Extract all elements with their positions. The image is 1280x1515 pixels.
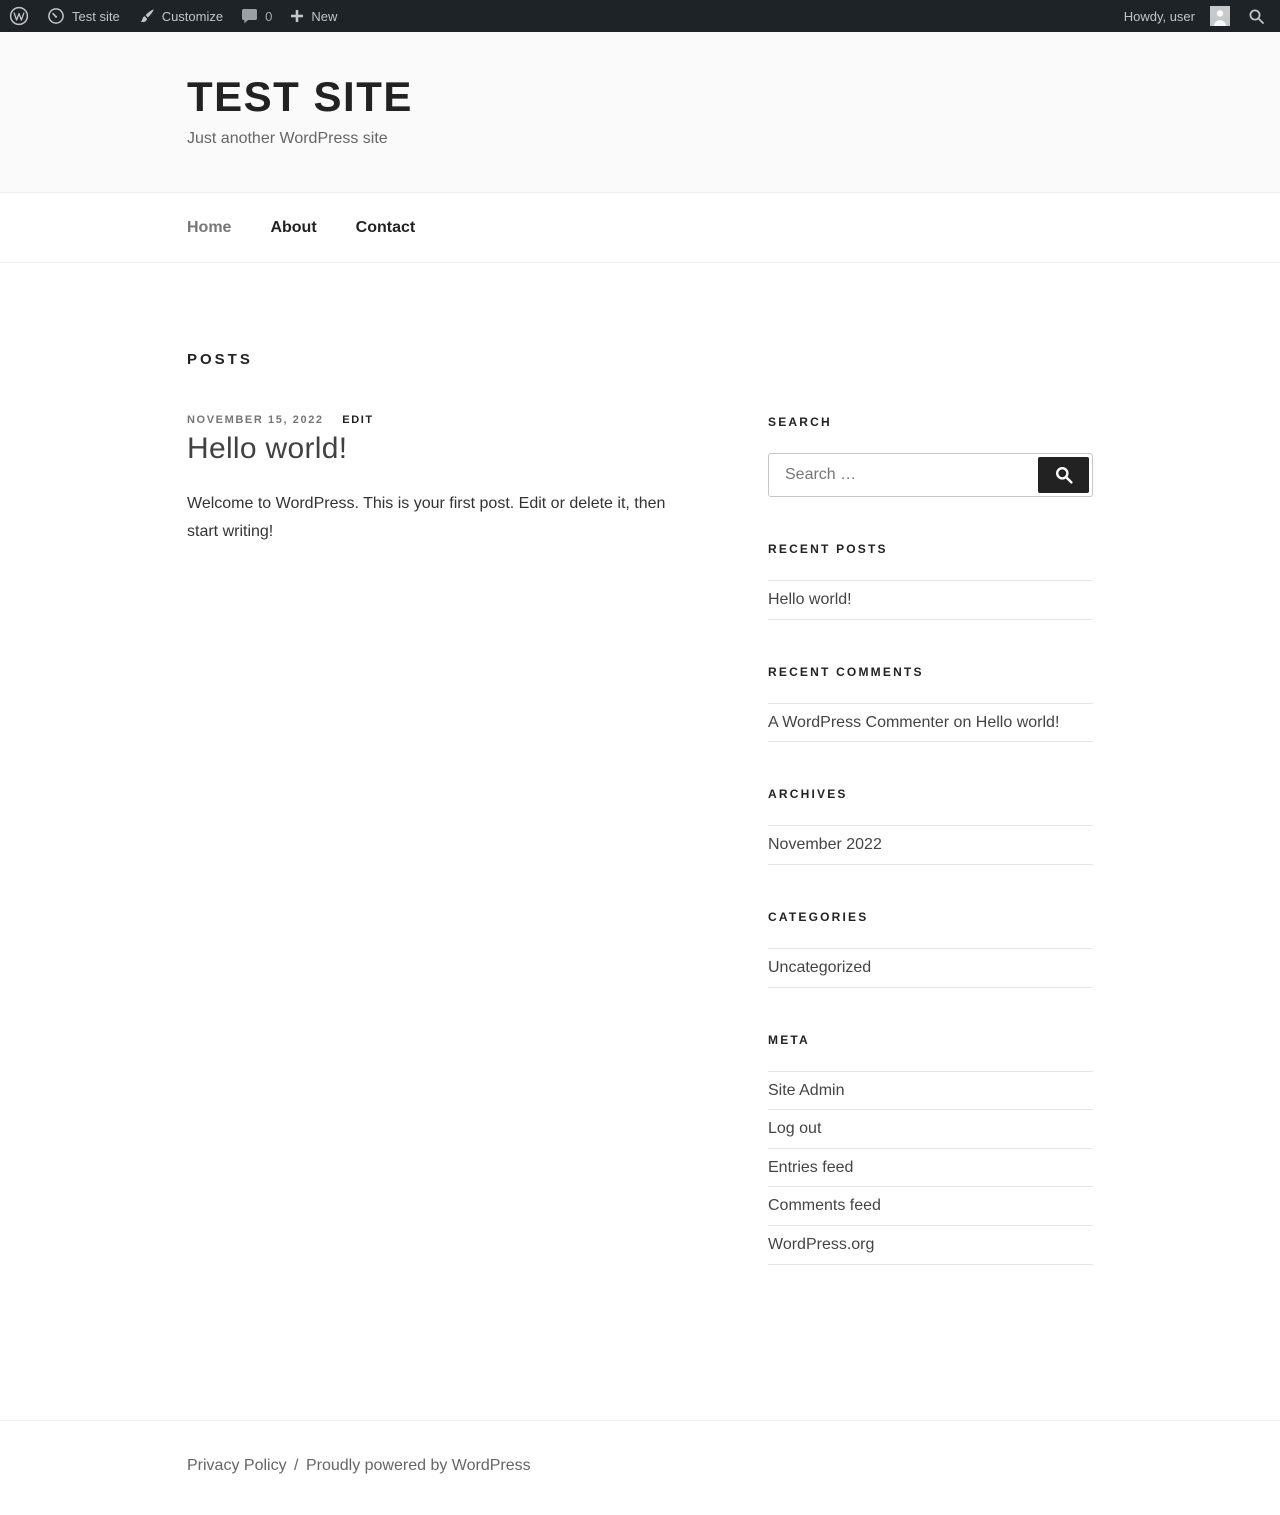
- meta-entries-feed-link[interactable]: Entries feed: [768, 1158, 854, 1176]
- admin-bar-left: [0, 0, 346, 32]
- post-date[interactable]: NOVEMBER 15, 2022: [187, 414, 324, 427]
- privacy-policy-link[interactable]: Privacy Policy: [187, 1456, 287, 1474]
- main-navigation: [0, 193, 1280, 263]
- customize-menu[interactable]: [129, 0, 232, 32]
- site-name-label: Test site: [72, 8, 120, 24]
- search-widget: [768, 415, 1093, 497]
- nav-item-about[interactable]: About: [270, 218, 317, 236]
- meta-title: META: [768, 1032, 810, 1047]
- list-item: [768, 704, 1093, 743]
- page-title: POSTS: [187, 351, 253, 369]
- category-link[interactable]: Uncategorized: [768, 958, 872, 976]
- dashboard-icon: [47, 7, 65, 25]
- new-label: New: [311, 8, 338, 24]
- adminbar-search-icon[interactable]: [1239, 0, 1274, 32]
- nav-item-contact[interactable]: Contact: [355, 218, 416, 236]
- search-icon: [1053, 464, 1075, 486]
- site-footer: [0, 1420, 1280, 1515]
- comment-count: 0: [265, 8, 273, 24]
- site-title[interactable]: TEST SITE: [187, 73, 413, 120]
- site-tagline: Just another WordPress site: [187, 130, 388, 148]
- comment-connector: on: [953, 713, 972, 731]
- comments-menu[interactable]: [232, 0, 281, 32]
- footer-separator: /: [294, 1456, 299, 1474]
- site-name-menu[interactable]: [38, 0, 129, 32]
- meta-widget: [768, 1033, 1093, 1265]
- main-content-area: [187, 263, 1093, 1309]
- list-item: [768, 826, 1093, 865]
- archive-link[interactable]: November 2022: [768, 836, 882, 854]
- new-menu[interactable]: [281, 0, 346, 32]
- howdy-label: Howdy, user: [1123, 8, 1195, 24]
- search-widget-title: SEARCH: [768, 415, 832, 430]
- admin-bar: [0, 0, 1280, 32]
- categories-title: CATEGORIES: [768, 909, 869, 924]
- nav-item-home[interactable]: Home: [187, 218, 232, 236]
- recent-post-link[interactable]: Hello world!: [768, 591, 852, 609]
- list-item: [768, 1149, 1093, 1188]
- list-item: [768, 949, 1093, 988]
- post-title-link[interactable]: Hello world!: [187, 432, 348, 466]
- admin-bar-right: [1115, 0, 1280, 32]
- entry-meta: [187, 414, 700, 426]
- list-item: [768, 1226, 1093, 1265]
- comment-bubble-icon: [241, 8, 258, 24]
- meta-comments-feed-link[interactable]: Comments feed: [768, 1197, 881, 1215]
- search-submit-button[interactable]: [1038, 457, 1089, 493]
- search-form: [768, 453, 1093, 497]
- post-article: [187, 414, 700, 545]
- comment-post-link[interactable]: Hello world!: [975, 713, 1060, 731]
- customize-label: Customize: [161, 8, 224, 24]
- list-item: [768, 1187, 1093, 1226]
- post-body: Welcome to WordPress. This is your first post. Edit or delete it, then start writing!: [187, 495, 666, 540]
- recent-posts-title: RECENT POSTS: [768, 542, 888, 557]
- list-item: [768, 1110, 1093, 1149]
- meta-log-out-link[interactable]: Log out: [768, 1120, 822, 1138]
- recent-comments-widget: [768, 665, 1093, 743]
- categories-widget: [768, 910, 1093, 988]
- my-account-menu[interactable]: [1115, 0, 1239, 32]
- sidebar: [768, 351, 1093, 1309]
- list-item: [768, 581, 1093, 620]
- posts-column: [187, 351, 700, 545]
- list-item: [768, 1072, 1093, 1111]
- meta-wordpress-org-link[interactable]: WordPress.org: [768, 1235, 875, 1253]
- site-header: [0, 32, 1280, 193]
- recent-posts-widget: [768, 542, 1093, 620]
- wordpress-logo-icon[interactable]: [0, 0, 38, 32]
- edit-post-link[interactable]: EDIT: [342, 414, 374, 427]
- meta-site-admin-link[interactable]: Site Admin: [768, 1081, 845, 1099]
- powered-by-link[interactable]: Proudly powered by WordPress: [305, 1456, 531, 1474]
- archives-title: ARCHIVES: [768, 787, 848, 802]
- recent-comments-title: RECENT COMMENTS: [768, 664, 924, 679]
- comment-author-link[interactable]: A WordPress Commenter: [768, 713, 950, 731]
- search-input[interactable]: [769, 454, 1035, 496]
- archives-widget: [768, 787, 1093, 865]
- plus-icon: [290, 9, 304, 23]
- paintbrush-icon: [138, 8, 155, 25]
- avatar: [1210, 6, 1230, 26]
